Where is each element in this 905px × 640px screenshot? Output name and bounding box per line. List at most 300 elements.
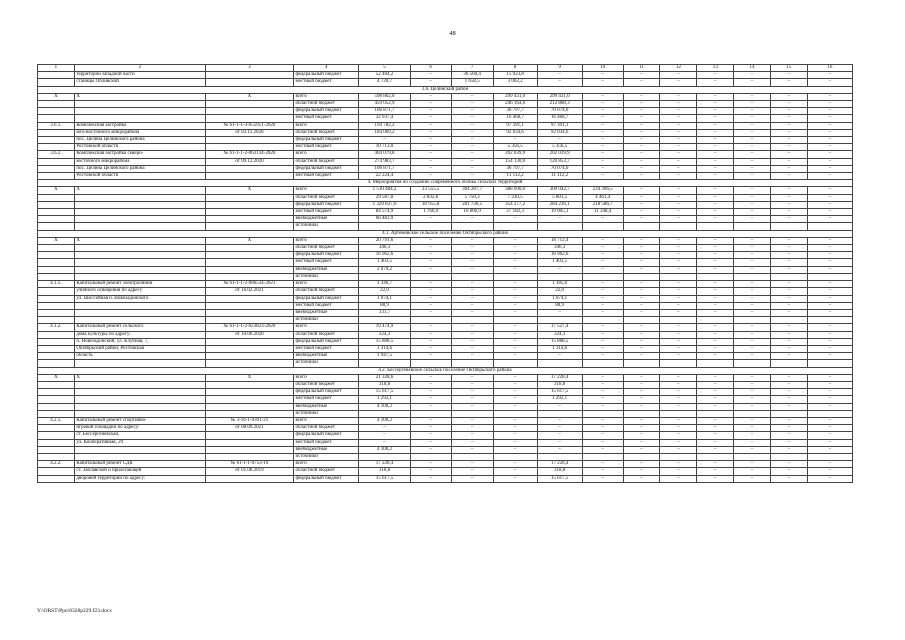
amount-cell: –: [582, 266, 623, 273]
amount-cell: [660, 223, 697, 230]
amount-cell: –: [807, 432, 852, 439]
amount-cell: –: [807, 165, 852, 172]
funding-source-cell: областной бюджет: [293, 425, 359, 432]
row-number-cell: 4.1.1.: [38, 281, 75, 288]
amount-cell: 184 069,2: [359, 129, 410, 136]
file-path-footer: Y:\ORST\Ppo\0328p229.f23.docx: [37, 608, 112, 614]
amount-cell: –: [770, 187, 807, 194]
amount-cell: [807, 223, 852, 230]
amount-cell: –: [451, 302, 493, 309]
amount-cell: [807, 360, 852, 367]
amount-cell: –: [660, 122, 697, 129]
doc-reference-cell: [205, 396, 293, 403]
amount-cell: 1 947,5: [359, 353, 410, 360]
amount-cell: 318,8: [537, 381, 582, 388]
amount-cell: –: [734, 468, 771, 475]
amount-cell: 1 766,9: [410, 209, 451, 216]
amount-cell: –: [734, 245, 771, 252]
table-row: [38, 165, 853, 172]
table-row: [38, 353, 853, 360]
column-number-cell: 6: [410, 65, 451, 72]
row-number-cell: 4.2.2.: [38, 461, 75, 468]
row-number-cell: [38, 288, 75, 295]
amount-cell: –: [697, 259, 734, 266]
amount-cell: –: [734, 266, 771, 273]
table-row: [38, 331, 853, 338]
amount-cell: –: [493, 302, 537, 309]
amount-cell: 274 983,7: [359, 158, 410, 165]
row-number-cell: [38, 165, 75, 172]
row-number-cell: 4.2.1.: [38, 417, 75, 424]
measure-name-cell: Ростовской области: [74, 173, 205, 180]
table-row: [38, 108, 853, 115]
amount-cell: –: [410, 101, 451, 108]
amount-cell: –: [734, 475, 771, 482]
amount-cell: –: [734, 446, 771, 453]
amount-cell: –: [582, 93, 623, 100]
amount-cell: –: [807, 302, 852, 309]
row-number-cell: [38, 129, 75, 136]
amount-cell: 3 062,2: [493, 79, 537, 86]
doc-reference-cell: [205, 194, 293, 201]
amount-cell: –: [697, 93, 734, 100]
amount-cell: –: [660, 115, 697, 122]
measure-name-cell: [74, 108, 205, 115]
amount-cell: 1 292,1: [537, 396, 582, 403]
table-row: [38, 374, 853, 381]
amount-cell: –: [660, 381, 697, 388]
row-number-cell: [38, 295, 75, 302]
column-number-cell: 2: [74, 65, 205, 72]
amount-cell: 10 713,0: [359, 144, 410, 151]
amount-cell: –: [770, 129, 807, 136]
amount-cell: –: [807, 374, 852, 381]
amount-cell: 22,0: [537, 288, 582, 295]
amount-cell: –: [537, 403, 582, 410]
row-number-cell: [38, 273, 75, 280]
amount-cell: –: [697, 439, 734, 446]
budget-table: [37, 64, 853, 483]
amount-cell: 19 474,9: [359, 324, 410, 331]
doc-reference-cell: [205, 446, 293, 453]
amount-cell: –: [697, 389, 734, 396]
amount-cell: –: [582, 468, 623, 475]
amount-cell: [697, 360, 734, 367]
amount-cell: [734, 360, 771, 367]
amount-cell: –: [660, 187, 697, 194]
amount-cell: –: [770, 122, 807, 129]
amount-cell: [410, 317, 451, 324]
amount-cell: –: [734, 129, 771, 136]
amount-cell: –: [807, 237, 852, 244]
funding-source-cell: местный бюджет: [293, 259, 359, 266]
table-row: [38, 173, 853, 180]
amount-cell: –: [770, 245, 807, 252]
amount-cell: –: [770, 108, 807, 115]
funding-source-cell: всего: [293, 324, 359, 331]
amount-cell: –: [410, 108, 451, 115]
amount-cell: –: [537, 439, 582, 446]
amount-cell: –: [660, 201, 697, 208]
amount-cell: –: [451, 165, 493, 172]
amount-cell: –: [451, 309, 493, 316]
amount-cell: –: [660, 302, 697, 309]
amount-cell: –: [537, 266, 582, 273]
measure-name-cell: ул. Шоссейная п. Новозадонского: [74, 295, 205, 302]
amount-cell: –: [734, 396, 771, 403]
amount-cell: –: [807, 209, 852, 216]
amount-cell: –: [660, 151, 697, 158]
amount-cell: –: [410, 295, 451, 302]
amount-cell: –: [697, 209, 734, 216]
amount-cell: –: [623, 475, 660, 482]
measure-name-cell: уличного освещения по адресу: [74, 288, 205, 295]
amount-cell: –: [807, 187, 852, 194]
funding-source-cell: местный бюджет: [293, 209, 359, 216]
measure-name-cell: область: [74, 353, 205, 360]
amount-cell: –: [697, 237, 734, 244]
amount-cell: –: [451, 101, 493, 108]
doc-reference-cell: [205, 252, 293, 259]
amount-cell: –: [582, 324, 623, 331]
amount-cell: 17 527,4: [537, 324, 582, 331]
amount-cell: –: [582, 403, 623, 410]
amount-cell: –: [623, 446, 660, 453]
amount-cell: –: [582, 101, 623, 108]
amount-cell: –: [697, 446, 734, 453]
amount-cell: –: [697, 281, 734, 288]
amount-cell: 1 658,5: [451, 79, 493, 86]
amount-cell: 11 348,4: [582, 209, 623, 216]
measure-name-cell: Х: [74, 374, 205, 381]
amount-cell: –: [734, 425, 771, 432]
amount-cell: 29 587,8: [359, 194, 410, 201]
amount-cell: –: [807, 381, 852, 388]
amount-cell: [493, 410, 537, 417]
amount-cell: –: [660, 288, 697, 295]
row-number-cell: [38, 345, 75, 352]
measure-name-cell: Октябрьский район, Ростовская: [74, 345, 205, 352]
amount-cell: –: [807, 259, 852, 266]
amount-cell: –: [451, 144, 493, 151]
funding-source-cell: внебюджетные: [293, 216, 359, 223]
amount-cell: –: [410, 144, 451, 151]
row-number-cell: 3.6.2.: [38, 151, 75, 158]
measure-name-cell: Капитальный ремонт СДК: [74, 461, 205, 468]
amount-cell: –: [451, 475, 493, 482]
amount-cell: –: [697, 381, 734, 388]
amount-cell: 70 074,0: [537, 108, 582, 115]
funding-source-cell: федеральный бюджет: [293, 295, 359, 302]
amount-cell: –: [697, 194, 734, 201]
column-number-cell: 15: [770, 65, 807, 72]
amount-cell: –: [660, 417, 697, 424]
amount-cell: –: [770, 439, 807, 446]
amount-cell: –: [410, 417, 451, 424]
table-row: [38, 237, 853, 244]
amount-cell: –: [770, 72, 807, 79]
amount-cell: [359, 223, 410, 230]
amount-cell: –: [493, 345, 537, 352]
amount-cell: –: [582, 439, 623, 446]
amount-cell: [807, 273, 852, 280]
amount-cell: –: [770, 381, 807, 388]
amount-cell: –: [734, 173, 771, 180]
doc-reference-cell: [205, 245, 293, 252]
amount-cell: 5 356,5: [537, 144, 582, 151]
column-number-cell: 11: [623, 65, 660, 72]
amount-cell: –: [493, 288, 537, 295]
funding-source-cell: внебюджетные: [293, 403, 359, 410]
amount-cell: –: [623, 237, 660, 244]
amount-cell: –: [807, 309, 852, 316]
amount-cell: [451, 273, 493, 280]
amount-cell: 1 510 484,2: [359, 187, 410, 194]
amount-cell: –: [451, 259, 493, 266]
row-number-cell: Х: [38, 93, 75, 100]
amount-cell: [807, 453, 852, 460]
table-row: [38, 417, 853, 424]
amount-cell: –: [582, 144, 623, 151]
amount-cell: –: [410, 338, 451, 345]
table-row: [38, 216, 853, 223]
measure-name-cell: ст. Бессергеневская,: [74, 432, 205, 439]
amount-cell: –: [734, 331, 771, 338]
amount-cell: –: [697, 165, 734, 172]
amount-cell: –: [410, 461, 451, 468]
amount-cell: –: [623, 79, 660, 86]
amount-cell: [734, 410, 771, 417]
amount-cell: –: [451, 93, 493, 100]
row-number-cell: Х: [38, 187, 75, 194]
amount-cell: –: [660, 79, 697, 86]
amount-cell: [734, 223, 771, 230]
amount-cell: –: [660, 475, 697, 482]
amount-cell: –: [582, 79, 623, 86]
measure-name-cell: ст. Заплавской и прилегающей: [74, 468, 205, 475]
amount-cell: –: [493, 461, 537, 468]
amount-cell: –: [582, 381, 623, 388]
amount-cell: –: [807, 324, 852, 331]
amount-cell: –: [623, 158, 660, 165]
amount-cell: –: [582, 173, 623, 180]
amount-cell: –: [410, 353, 451, 360]
doc-reference-cell: [205, 360, 293, 367]
row-number-cell: [38, 101, 75, 108]
amount-cell: –: [660, 403, 697, 410]
amount-cell: 281 730,5: [451, 201, 493, 208]
doc-reference-cell: [205, 266, 293, 273]
amount-cell: –: [623, 281, 660, 288]
amount-cell: –: [734, 389, 771, 396]
amount-cell: –: [410, 425, 451, 432]
amount-cell: –: [697, 252, 734, 259]
measure-name-cell: [74, 209, 205, 216]
table-row: [38, 201, 853, 208]
amount-cell: –: [623, 108, 660, 115]
table-row: [38, 281, 853, 288]
amount-cell: –: [582, 331, 623, 338]
amount-cell: –: [493, 403, 537, 410]
amount-cell: –: [734, 403, 771, 410]
doc-reference-cell: № 61-1-1-2-063134-2020: [205, 151, 293, 158]
funding-source-cell: областной бюджет: [293, 245, 359, 252]
amount-cell: –: [410, 216, 451, 223]
amount-cell: –: [451, 461, 493, 468]
amount-cell: 21 328,6: [359, 374, 410, 381]
amount-cell: [582, 410, 623, 417]
amount-cell: 218 586,7: [582, 201, 623, 208]
doc-reference-cell: [205, 309, 293, 316]
amount-cell: –: [734, 187, 771, 194]
amount-cell: –: [807, 345, 852, 352]
doc-reference-cell: Х: [205, 93, 293, 100]
amount-cell: 4 461,4: [582, 194, 623, 201]
amount-cell: –: [770, 259, 807, 266]
amount-cell: [660, 360, 697, 367]
column-number-cell: 14: [734, 65, 771, 72]
amount-cell: –: [734, 281, 771, 288]
funding-source-cell: областной бюджет: [293, 158, 359, 165]
table-row: [38, 317, 853, 324]
table-row: [38, 223, 853, 230]
row-number-cell: [38, 439, 75, 446]
amount-cell: –: [493, 331, 537, 338]
amount-cell: –: [410, 302, 451, 309]
amount-cell: –: [660, 468, 697, 475]
amount-cell: [537, 223, 582, 230]
amount-cell: 22 224,4: [359, 173, 410, 180]
amount-cell: –: [410, 237, 451, 244]
amount-cell: –: [807, 446, 852, 453]
table-row: [38, 137, 853, 144]
doc-reference-cell: [205, 410, 293, 417]
amount-cell: –: [410, 165, 451, 172]
amount-cell: –: [623, 295, 660, 302]
table-row: [38, 79, 853, 86]
amount-cell: [660, 317, 697, 324]
amount-cell: 404 079,8: [359, 151, 410, 158]
amount-cell: 16 962,6: [359, 252, 410, 259]
amount-cell: –: [660, 425, 697, 432]
amount-cell: –: [451, 252, 493, 259]
amount-cell: –: [697, 115, 734, 122]
amount-cell: –: [734, 158, 771, 165]
amount-cell: [582, 453, 623, 460]
amount-cell: [807, 410, 852, 417]
table-row: [38, 396, 853, 403]
measure-name-cell: [74, 194, 205, 201]
row-number-cell: 3.6.1.: [38, 122, 75, 129]
row-number-cell: [38, 158, 75, 165]
table-row: [38, 158, 853, 165]
amount-cell: –: [582, 259, 623, 266]
amount-cell: –: [623, 115, 660, 122]
table-row: [38, 259, 853, 266]
amount-cell: –: [623, 144, 660, 151]
funding-source-cell: федеральный бюджет: [293, 201, 359, 208]
amount-cell: [623, 453, 660, 460]
amount-cell: –: [734, 381, 771, 388]
measure-name-cell: восточного микрорайона: [74, 158, 205, 165]
amount-cell: –: [582, 281, 623, 288]
amount-cell: –: [734, 108, 771, 115]
table-row: [38, 439, 853, 446]
amount-cell: 324,3: [537, 331, 582, 338]
amount-cell: –: [770, 151, 807, 158]
amount-cell: 598 862,0: [359, 93, 410, 100]
amount-cell: –: [770, 252, 807, 259]
funding-source-cell: внебюджетные: [293, 266, 359, 273]
amount-cell: 234 396,5: [582, 187, 623, 194]
amount-cell: –: [770, 173, 807, 180]
row-number-cell: [38, 137, 75, 144]
amount-cell: [493, 453, 537, 460]
amount-cell: –: [582, 425, 623, 432]
amount-cell: [734, 317, 771, 324]
amount-cell: –: [623, 173, 660, 180]
row-number-cell: Х: [38, 237, 75, 244]
amount-cell: –: [660, 295, 697, 302]
amount-cell: 36 797,7: [493, 108, 537, 115]
amount-cell: –: [770, 288, 807, 295]
amount-cell: –: [770, 237, 807, 244]
amount-cell: 92 034,6: [493, 129, 537, 136]
amount-cell: –: [582, 374, 623, 381]
amount-cell: –: [734, 137, 771, 144]
doc-reference-cell: [205, 317, 293, 324]
table-row: [38, 338, 853, 345]
measure-name-cell: пос. Целина Целинского района: [74, 137, 205, 144]
row-number-cell: [38, 252, 75, 259]
amount-cell: –: [410, 252, 451, 259]
amount-cell: –: [807, 252, 852, 259]
row-number-cell: [38, 432, 75, 439]
amount-cell: –: [582, 345, 623, 352]
amount-cell: [359, 317, 410, 324]
amount-cell: –: [660, 259, 697, 266]
amount-cell: –: [582, 338, 623, 345]
amount-cell: –: [582, 295, 623, 302]
doc-reference-cell: от 08.09.2021: [205, 425, 293, 432]
amount-cell: –: [537, 353, 582, 360]
amount-cell: –: [697, 403, 734, 410]
amount-cell: 11 112,2: [537, 173, 582, 180]
amount-cell: 11 112,2: [493, 173, 537, 180]
amount-cell: –: [697, 108, 734, 115]
amount-cell: –: [697, 101, 734, 108]
table-row: [38, 475, 853, 482]
row-number-cell: [38, 259, 75, 266]
amount-cell: –: [734, 115, 771, 122]
amount-cell: –: [770, 425, 807, 432]
amount-cell: [359, 453, 410, 460]
amount-cell: –: [451, 389, 493, 396]
funding-source-cell: областной бюджет: [293, 101, 359, 108]
amount-cell: –: [623, 331, 660, 338]
doc-reference-cell: [205, 353, 293, 360]
amount-cell: 1 074,1: [537, 295, 582, 302]
measure-name-cell: дома культуры по адресу:: [74, 331, 205, 338]
amount-cell: –: [493, 137, 537, 144]
doc-reference-cell: [205, 144, 293, 151]
amount-cell: –: [697, 338, 734, 345]
funding-source-cell: местный бюджет: [293, 345, 359, 352]
doc-reference-cell: № 3-16-1-0391-21: [205, 417, 293, 424]
amount-cell: [582, 360, 623, 367]
amount-cell: –: [807, 129, 852, 136]
funding-source-cell: всего: [293, 151, 359, 158]
